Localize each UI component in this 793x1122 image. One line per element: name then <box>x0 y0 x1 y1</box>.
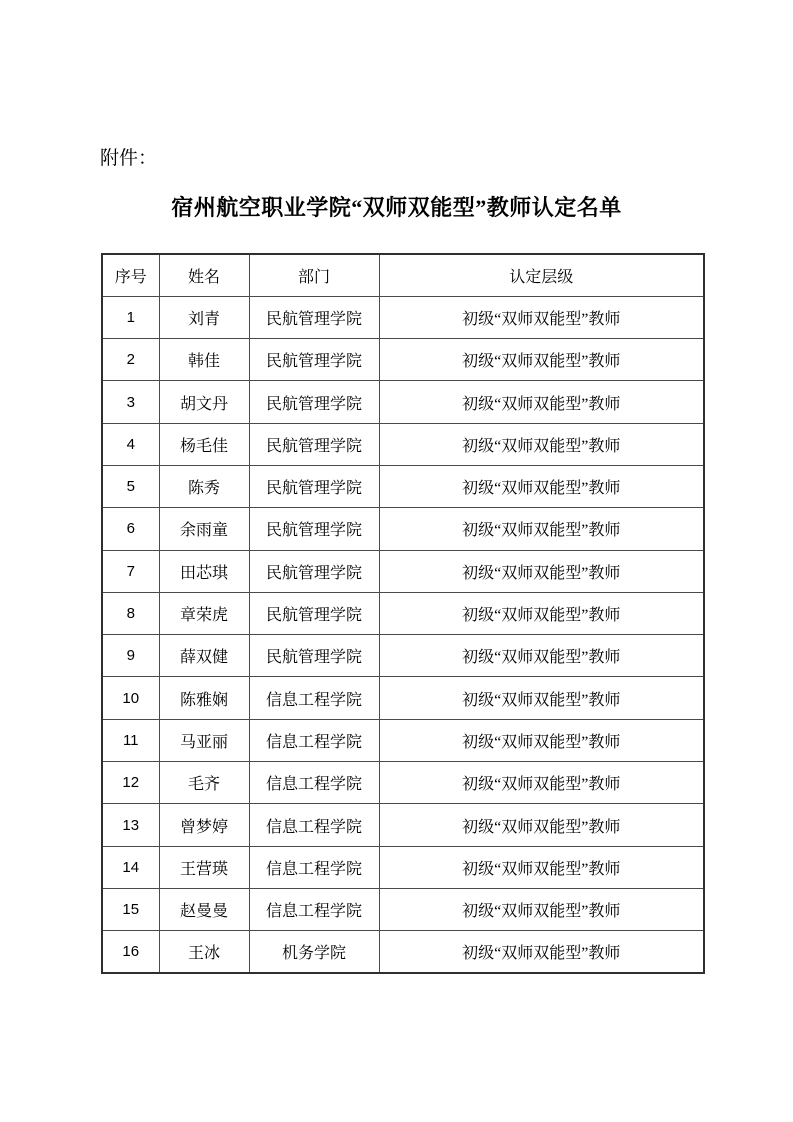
cell-level: 初级“双师双能型”教师 <box>379 931 704 973</box>
cell-department: 民航管理学院 <box>249 550 379 592</box>
cell-department: 信息工程学院 <box>249 804 379 846</box>
cell-department: 民航管理学院 <box>249 508 379 550</box>
cell-serial-number: 3 <box>102 381 159 423</box>
column-header-no: 序号 <box>102 254 159 296</box>
cell-department: 信息工程学院 <box>249 762 379 804</box>
cell-level: 初级“双师双能型”教师 <box>379 296 704 338</box>
cell-department: 信息工程学院 <box>249 846 379 888</box>
cell-department: 信息工程学院 <box>249 888 379 930</box>
table-row <box>102 381 704 423</box>
table-row <box>102 804 704 846</box>
cell-name: 赵曼曼 <box>159 888 249 930</box>
cell-level: 初级“双师双能型”教师 <box>379 846 704 888</box>
cell-name: 章荣虎 <box>159 592 249 634</box>
cell-name: 曾梦婷 <box>159 804 249 846</box>
cell-department: 信息工程学院 <box>249 677 379 719</box>
cell-serial-number: 11 <box>102 719 159 761</box>
cell-department: 民航管理学院 <box>249 381 379 423</box>
cell-serial-number: 5 <box>102 465 159 507</box>
cell-name: 余雨童 <box>159 508 249 550</box>
table-row <box>102 888 704 930</box>
column-header-dept: 部门 <box>249 254 379 296</box>
cell-serial-number: 16 <box>102 931 159 973</box>
table-row <box>102 719 704 761</box>
cell-level: 初级“双师双能型”教师 <box>379 423 704 465</box>
cell-serial-number: 12 <box>102 762 159 804</box>
table-row <box>102 592 704 634</box>
cell-serial-number: 14 <box>102 846 159 888</box>
cell-level: 初级“双师双能型”教师 <box>379 762 704 804</box>
table-row <box>102 762 704 804</box>
cell-name: 王营瑛 <box>159 846 249 888</box>
table-row <box>102 635 704 677</box>
attachment-label: 附件： <box>100 148 158 169</box>
cell-level: 初级“双师双能型”教师 <box>379 592 704 634</box>
cell-name: 毛齐 <box>159 762 249 804</box>
certification-table <box>101 253 705 974</box>
cell-department: 民航管理学院 <box>249 423 379 465</box>
cell-serial-number: 6 <box>102 508 159 550</box>
cell-serial-number: 13 <box>102 804 159 846</box>
cell-level: 初级“双师双能型”教师 <box>379 339 704 381</box>
cell-name: 杨毛佳 <box>159 423 249 465</box>
cell-serial-number: 15 <box>102 888 159 930</box>
cell-level: 初级“双师双能型”教师 <box>379 508 704 550</box>
cell-serial-number: 8 <box>102 592 159 634</box>
cell-level: 初级“双师双能型”教师 <box>379 550 704 592</box>
header-row <box>102 254 704 296</box>
cell-name: 刘青 <box>159 296 249 338</box>
cell-level: 初级“双师双能型”教师 <box>379 677 704 719</box>
table-row <box>102 550 704 592</box>
cell-serial-number: 10 <box>102 677 159 719</box>
table-header <box>102 254 704 296</box>
cell-name: 陈秀 <box>159 465 249 507</box>
table-row <box>102 508 704 550</box>
cell-department: 民航管理学院 <box>249 635 379 677</box>
cell-serial-number: 7 <box>102 550 159 592</box>
table-row <box>102 677 704 719</box>
cell-name: 马亚丽 <box>159 719 249 761</box>
column-header-level: 认定层级 <box>379 254 704 296</box>
table-row <box>102 931 704 973</box>
cell-department: 民航管理学院 <box>249 465 379 507</box>
cell-department: 民航管理学院 <box>249 592 379 634</box>
cell-level: 初级“双师双能型”教师 <box>379 719 704 761</box>
cell-name: 胡文丹 <box>159 381 249 423</box>
cell-serial-number: 4 <box>102 423 159 465</box>
table-body <box>102 296 704 973</box>
cell-department: 民航管理学院 <box>249 339 379 381</box>
cell-department: 民航管理学院 <box>249 296 379 338</box>
table-row <box>102 465 704 507</box>
cell-level: 初级“双师双能型”教师 <box>379 804 704 846</box>
cell-name: 王冰 <box>159 931 249 973</box>
cell-level: 初级“双师双能型”教师 <box>379 381 704 423</box>
table-row <box>102 296 704 338</box>
cell-serial-number: 1 <box>102 296 159 338</box>
cell-level: 初级“双师双能型”教师 <box>379 888 704 930</box>
column-header-name: 姓名 <box>159 254 249 296</box>
cell-name: 田芯琪 <box>159 550 249 592</box>
page-title: 宿州航空职业学院“双师双能型”教师认定名单 <box>171 195 622 220</box>
cell-level: 初级“双师双能型”教师 <box>379 465 704 507</box>
table-row <box>102 846 704 888</box>
cell-department: 机务学院 <box>249 931 379 973</box>
cell-serial-number: 9 <box>102 635 159 677</box>
cell-serial-number: 2 <box>102 339 159 381</box>
cell-name: 韩佳 <box>159 339 249 381</box>
cell-name: 薛双健 <box>159 635 249 677</box>
cell-department: 信息工程学院 <box>249 719 379 761</box>
cell-name: 陈雅娴 <box>159 677 249 719</box>
table-row <box>102 423 704 465</box>
cell-level: 初级“双师双能型”教师 <box>379 635 704 677</box>
table-row <box>102 339 704 381</box>
